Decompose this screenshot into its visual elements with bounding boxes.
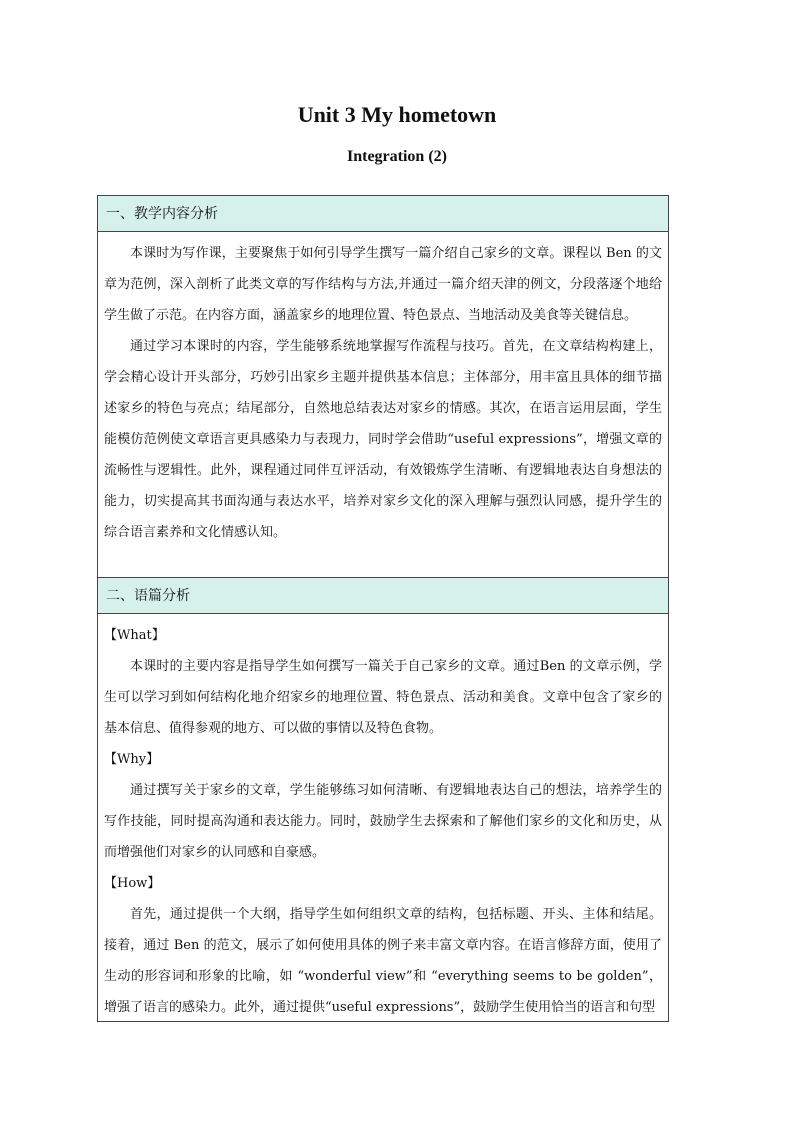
section-body-text-analysis [98,614,668,1021]
document-title: Unit 3 My hometown [297,102,497,127]
paragraph: 本课时为写作课，主要聚焦于如何引导学生撰写一篇介绍自己家乡的文章。课程以 Ben 的文章为范例，深入剖析了此类文章的写作结构与方法,并通过一篇介绍天津的例文，分段落逐个地给学生做了示范。在内容方面，涵盖家乡的地理位置、特色景点、当地活动及美食等关键信息。 [104,246,662,323]
document-subtitle: Integration (2) [347,148,447,165]
section-body-content-analysis [98,232,668,578]
section-header-content-analysis: 一、教学内容分析 [98,196,668,232]
what-paragraph: 本课时的主要内容是指导学生如何撰写一篇关于自己家乡的文章。通过Ben 的文章示例，学生可以学习到如何结构化地介绍家乡的地理位置、特色景点、活动和美食。文章中包含了家乡的基本信息、值得参观的地方、可以做的事情以及特色食物。 [104,659,662,736]
section-header-text-analysis: 二、语篇分析 [98,578,668,614]
paragraph: 通过学习本课时的内容，学生能够系统地掌握写作流程与技巧。首先，在文章结构构建上，学会精心设计开头部分，巧妙引出家乡主题并提供基本信息；主体部分，用丰富且具体的细节描述家乡的特色与亮点；结尾部分，自然地总结表达对家乡的情感。其次，在语言运用层面，学生能模仿范例使文章语言更具感染力与表现力，同时学会借助“useful expressions”，增强文章的流畅性与逻辑性。此外，课程通过同伴互评活动，有效锻炼学生清晰、有逻辑地表达自身想法的能力，切实提高其书面沟通与表达水平，培养对家乡文化的深入理解与强烈认同感，提升学生的综合语言素养和文化情感认知。 [104,339,662,540]
how-tag: 【How】 [104,876,161,891]
what-tag: 【What】 [104,628,165,643]
lesson-analysis-table [97,195,669,1022]
why-tag: 【Why】 [104,752,160,767]
how-paragraph: 首先，通过提供一个大纲，指导学生如何组织文章的结构，包括标题、开头、主体和结尾。接着，通过 Ben 的范文，展示了如何使用具体的例子来丰富文章内容。在语言修辞方面，使用了生动的形容词和形象的比喻，如 “wonderful view”和 “everything seems to be golden”，增强了语言的感染力。此外，通过提供“useful expressions”，鼓励学生使用恰当的语言和句型 [104,907,662,1015]
why-paragraph: 通过撰写关于家乡的文章，学生能够练习如何清晰、有逻辑地表达自己的想法，培养学生的写作技能，同时提高沟通和表达能力。同时，鼓励学生去探索和了解他们家乡的文化和历史，从而增强他们对家乡的认同感和自豪感。 [104,783,662,860]
